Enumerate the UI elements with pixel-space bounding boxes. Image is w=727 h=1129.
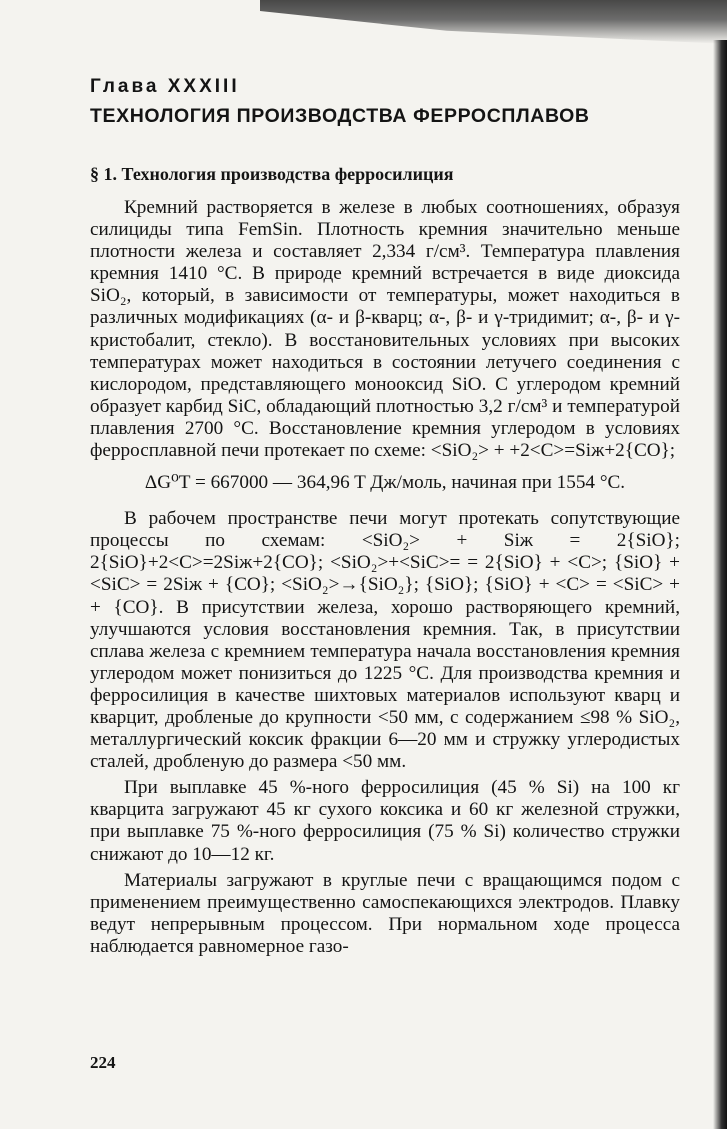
paragraph-4: Материалы загружают в круглые печи с вращающимся подом с применением преимущественно самоспекающихся электродов. Плавку ведут непрерывным процессом. При нормальном ходе процесса наблюдается равномерное газо- (90, 869, 680, 957)
page-body (90, 72, 680, 958)
page-number: 224 (90, 1053, 116, 1072)
section-title: § 1. Технология производства ферросилиция (90, 164, 454, 184)
paragraph-2: В рабочем пространстве печи могут протекать сопутствующие процессы по схемам: <SiO₂> + Siж = 2{SiO}; 2{SiO}+2<C>=2Siж+2{CO}; <SiO₂>+<SiC>= = 2{SiO} + <C>; {SiO} + <SiC> = 2Siж + {CO}; <SiO₂>→{SiO₂}; {SiO}; {SiO} + <C> = <SiC> + + {CO}. В присутствии железа, хорошо растворяющего кремний, улучшаются условия восстановления кремния. Так, в присутствии сплава железа с кремнием температура начала восстановления кремния углеродом может понизиться до 1225 °С. Для производства кремния и ферросилиция в качестве шихтовых материалов используют кварц и кварцит, дробленые до крупности <50 мм, с содержанием ≤98 % SiO₂, металлургический коксик фракции 6—20 мм и стружку углеродистых сталей, дробленую до размера <50 мм. (90, 508, 680, 773)
chapter-title: ТЕХНОЛОГИЯ ПРОИЗВОДСТВА ФЕРРОСПЛАВОВ (90, 105, 590, 127)
paragraph-3: При выплавке 45 %-ного ферросилиция (45 % Si) на 100 кг кварцита загружают 45 кг сухого коксика и 60 кг железной стружки, при выплавке 75 %-ного ферросилиция (75 % Si) количество стружки снижают до 10—12 кг. (90, 777, 680, 865)
gibbs-energy-formula: ΔG⁰T = 667000 — 364,96 T Дж/моль, начиная при 1554 °С. (144, 472, 626, 494)
scan-shadow-right (713, 40, 727, 1129)
scan-shadow-top (260, 0, 727, 44)
chapter-label: Глава XXXIII (90, 76, 240, 97)
paragraph-1: Кремний растворяется в железе в любых соотношениях, образуя силициды типа FemSin. Плотность кремния значительно меньше плотности железа и составляет 2,334 г/см³. Температура плавления кремния 1410 °С. В природе кремний встречается в виде диоксида SiO₂, который, в зависимости от температуры, может находиться в различных модификациях (α- и β-кварц; α-, β- и γ-тридимит; α-, β- и γ-кристобалит, стекло). В восстановительных условиях при высоких температурах может находиться в состоянии летучего соединения с кислородом, представляющего монооксид SiO. С углеродом кремний образует карбид SiC, обладающий плотностью 3,2 г/см³ и температурой плавления 2700 °С. Восстановление кремния углеродом в условиях ферросплавной печи протекает по схеме: <SiO₂> + +2<C>=Siж+2{CO}; (90, 197, 680, 462)
